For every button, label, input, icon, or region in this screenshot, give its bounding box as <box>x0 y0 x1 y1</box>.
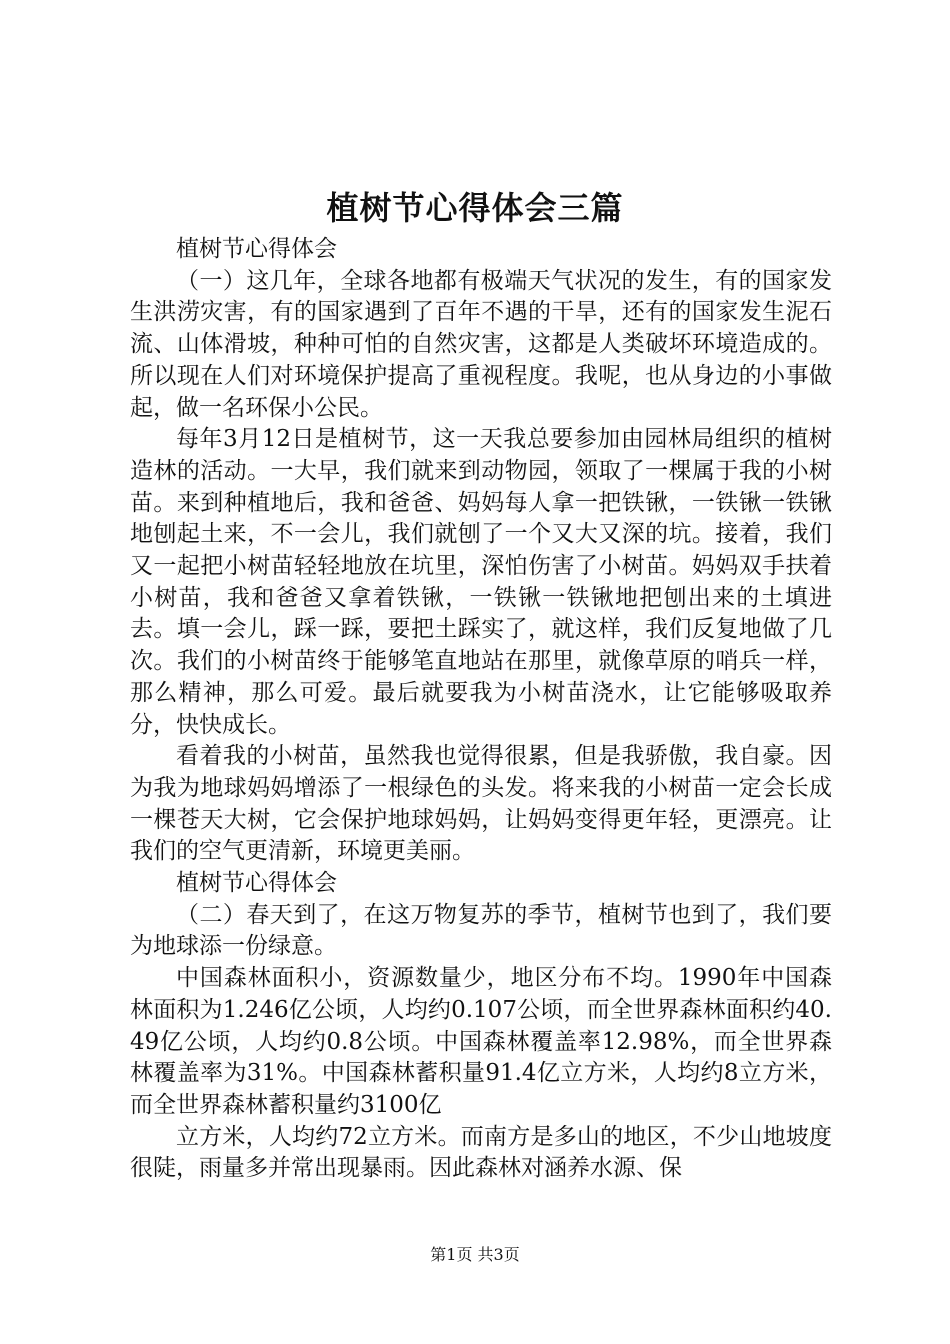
section-heading: 植树节心得体会 <box>176 870 337 897</box>
paragraph: （一）这几年，全球各地都有极端天气状况的发生，有的国家发生洪涝灾害，有的国家遇到了百年不遇的干旱，还有的国家发生泥石流、山体滑坡，种种可怕的自然灾害，这都是人类破坏环境造成的。所以现在人们对环境保护提高了重视程度。我呢，也从身边的小事做起，做一名环保小公民。 <box>130 267 832 421</box>
paragraph: 立方米，人均约72立方米。而南方是多山的地区，不少山地坡度很陡，雨量多并常出现暴雨。因此森林对涵养水源、保 <box>130 1123 832 1182</box>
paragraph: 中国森林面积小，资源数量少，地区分布不均。1990年中国森林面积为1.246亿公顷，人均约0.107公顷，而全世界森林面积约40.49亿公顷，人均约0.8公顷。中国森林覆盖率12.98%，而全世界森林覆盖率为31%。中国森林蓄积量91.4亿立方米，人均约8立方米，而全世界森林蓄积量约3100亿 <box>130 965 832 1118</box>
page-footer: 第1页 共3页 <box>430 1245 520 1264</box>
section-heading: 植树节心得体会 <box>176 236 337 262</box>
page-title: 植树节心得体会三篇 <box>326 189 624 227</box>
paragraph: （二）春天到了，在这万物复苏的季节，植树节也到了，我们要为地球添一份绿意。 <box>130 901 832 960</box>
paragraph: 看着我的小树苗，虽然我也觉得很累，但是我骄傲，我自豪。因为我为地球妈妈增添了一根绿色的头发。将来我的小树苗一定会长成一棵苍天大树，它会保护地球妈妈，让妈妈变得更年轻，更漂亮。让我们的空气更清新，环境更美丽。 <box>130 743 832 865</box>
paragraph: 每年3月12日是植树节，这一天我总要参加由园林局组织的植树造林的活动。一大早，我们就来到动物园，领取了一棵属于我的小树苗。来到种植地后，我和爸爸、妈妈每人拿一把铁锹，一铁锹一铁锹地刨起土来，不一会儿，我们就刨了一个又大又深的坑。接着，我们又一起把小树苗轻轻地放在坑里，深怕伤害了小树苗。妈妈双手扶着小树苗，我和爸爸又拿着铁锹，一铁锹一铁锹地把刨出来的土填进去。填一会儿，踩一踩，要把土踩实了，就这样，我们反复地做了几次。我们的小树苗终于能够笔直地站在那里，就像草原的哨兵一样，那么精神，那么可爱。最后就要我为小树苗浇水，让它能够吸取养分，快快成长。 <box>130 426 832 738</box>
document-body <box>130 234 832 1185</box>
